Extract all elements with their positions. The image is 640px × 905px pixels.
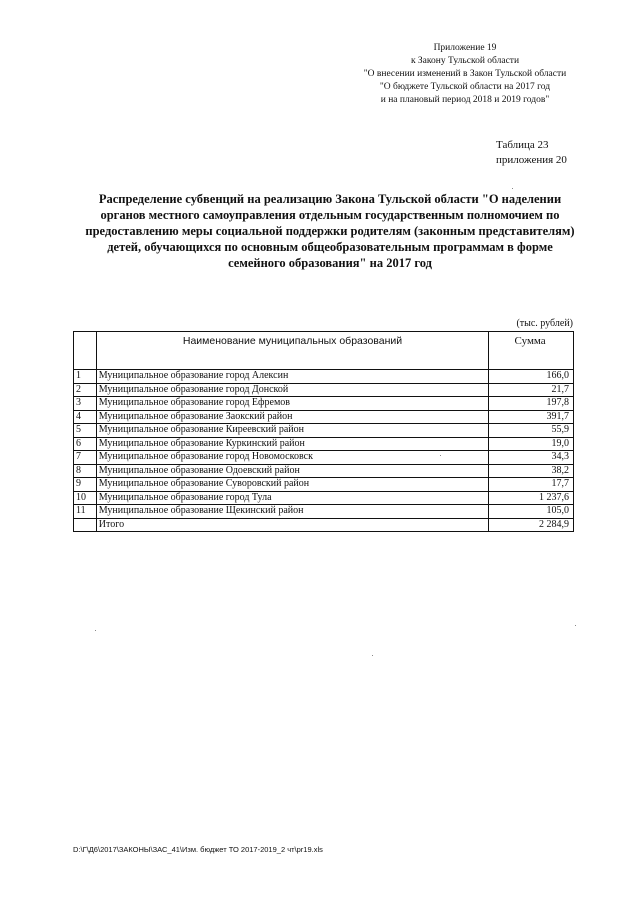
row-num: 9	[74, 478, 97, 492]
title-line: предоставлению меры социальной поддержки родителям (законным представителям)	[85, 224, 575, 238]
scan-speck	[95, 630, 96, 631]
row-name: Муниципальное образование Щекинский район	[96, 505, 488, 519]
header-num	[74, 332, 97, 370]
row-name: Муниципальное образование Одоевский район	[96, 464, 488, 478]
row-name: Муниципальное образование Куркинский район	[96, 437, 488, 451]
row-sum: 34,3	[489, 451, 574, 465]
row-name: Муниципальное образование Заокский район	[96, 410, 488, 424]
table-row	[74, 464, 574, 478]
table-appendix-ref: приложения 20	[496, 154, 567, 166]
table-row	[74, 397, 574, 411]
total-num	[74, 518, 97, 532]
total-label: Итого	[96, 518, 488, 532]
scan-speck	[440, 455, 441, 456]
title-line: семейного образования" на 2017 год	[228, 256, 432, 270]
scan-speck	[372, 655, 373, 656]
appendix-line: к Закону Тульской области	[410, 56, 520, 66]
row-num: 3	[74, 397, 97, 411]
row-sum: 19,0	[489, 437, 574, 451]
scan-speck	[512, 188, 513, 189]
table-row	[74, 491, 574, 505]
table-row	[74, 451, 574, 465]
row-sum: 197,8	[489, 397, 574, 411]
row-num: 8	[74, 464, 97, 478]
row-sum: 38,2	[489, 464, 574, 478]
table-row	[74, 410, 574, 424]
row-sum: 166,0	[489, 370, 574, 384]
row-name: Муниципальное образование город Донской	[96, 383, 488, 397]
table-row	[74, 383, 574, 397]
appendix-header	[340, 42, 590, 107]
row-sum: 55,9	[489, 424, 574, 438]
row-num: 7	[74, 451, 97, 465]
row-sum: 105,0	[489, 505, 574, 519]
title-line: Распределение субвенций на реализацию Закона Тульской области "О наделении	[98, 192, 562, 206]
table-reference	[496, 138, 596, 168]
appendix-line: и на плановый период 2018 и 2019 годов"	[380, 95, 550, 105]
table-row	[74, 505, 574, 519]
title-line: органов местного самоуправления отдельным государственным полномочием по	[100, 208, 560, 222]
total-sum: 2 284,9	[489, 518, 574, 532]
appendix-line: Приложение 19	[433, 43, 497, 53]
table-row	[74, 370, 574, 384]
row-sum: 1 237,6	[489, 491, 574, 505]
table-header-row	[74, 332, 574, 370]
row-sum: 391,7	[489, 410, 574, 424]
file-path-footer: D:\Г\Д6\2017\ЗАКОНЫ\ЗАС_41\Изм. бюджет ТО 2017-2019_2 чт\pr19.xls	[73, 845, 323, 854]
row-num: 6	[74, 437, 97, 451]
title-line: детей, обучающихся по основным общеобразовательным программам в форме	[107, 240, 553, 254]
table-total-row	[74, 518, 574, 532]
unit-label: (тыс. рублей)	[516, 318, 573, 329]
row-name: Муниципальное образование город Ефремов	[96, 397, 488, 411]
row-name: Муниципальное образование город Алексин	[96, 370, 488, 384]
table-row	[74, 437, 574, 451]
row-name: Муниципальное образование город Новомосковск	[96, 451, 488, 465]
row-num: 1	[74, 370, 97, 384]
row-num: 5	[74, 424, 97, 438]
row-sum: 17,7	[489, 478, 574, 492]
scan-speck	[575, 625, 576, 626]
header-sum: Сумма	[489, 332, 574, 370]
appendix-line: "О внесении изменений в Закон Тульской области	[363, 69, 567, 79]
row-num: 2	[74, 383, 97, 397]
row-num: 4	[74, 410, 97, 424]
table-number: Таблица 23	[496, 139, 549, 151]
row-name: Муниципальное образование город Тула	[96, 491, 488, 505]
row-sum: 21,7	[489, 383, 574, 397]
subvention-table	[73, 331, 574, 532]
row-num: 10	[74, 491, 97, 505]
row-num: 11	[74, 505, 97, 519]
appendix-line: "О бюджете Тульской области на 2017 год	[379, 82, 551, 92]
header-name: Наименование муниципальных образований	[96, 332, 488, 370]
document-title	[70, 191, 590, 271]
row-name: Муниципальное образование Киреевский район	[96, 424, 488, 438]
table-row	[74, 424, 574, 438]
table-row	[74, 478, 574, 492]
row-name: Муниципальное образование Суворовский район	[96, 478, 488, 492]
